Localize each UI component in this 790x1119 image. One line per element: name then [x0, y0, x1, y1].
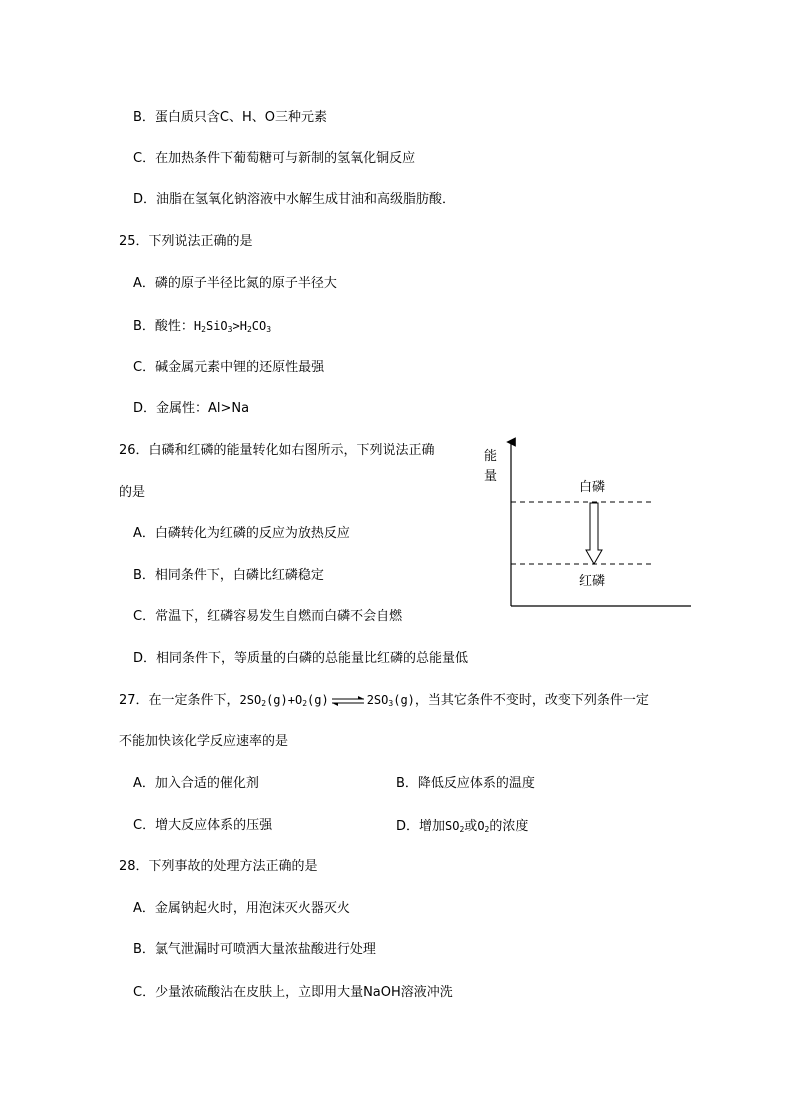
energy-transfer-arrow	[586, 503, 602, 564]
q26-option-b: B．相同条件下，白磷比红磷稳定	[133, 568, 324, 583]
reactants: $2SO_2(g)+O_2(g)$	[239, 693, 329, 708]
q25-option-d: D．金属性：Al>Na	[133, 401, 250, 416]
q25-option-a: A．磷的原子半径比氮的原子半径大	[133, 276, 337, 291]
products: $2SO_3(g)$	[366, 693, 415, 708]
q26-option-c: C．常温下，红磷容易发生自燃而白磷不会自燃	[133, 609, 403, 624]
q25-option-b: B．酸性：$H_2SiO_3>H_2CO_3$	[133, 319, 272, 334]
q24-option-c: C．在加热条件下葡萄糖可与新制的氢氧化铜反应	[133, 151, 416, 166]
q28-stem: 28．下列事故的处理方法正确的是	[119, 859, 318, 874]
q27-option-b: B．降低反应体系的温度	[396, 776, 535, 791]
red-phosphorus-label: 红磷	[579, 574, 606, 589]
q27-option-c: C．增大反应体系的压强	[133, 818, 273, 833]
q27-option-a: A．加入合适的催化剂	[133, 776, 259, 791]
q24-option-d: D．油脂在氢氧化钠溶液中水解生成甘油和高级脂肪酸．	[133, 192, 456, 207]
q26-option-a: A．白磷转化为红磷的反应为放热反应	[133, 526, 350, 541]
q28-option-c: C．少量浓硫酸沾在皮肤上，立即用大量NaOH溶液冲洗	[133, 985, 453, 1000]
white-phosphorus-label: 白磷	[579, 480, 606, 495]
q24-option-b: B．蛋白质只含C、H、O三种元素	[133, 110, 328, 125]
y-axis-label-1: 能	[484, 449, 498, 464]
q27-stem-line2: 不能加快该化学反应速率的是	[119, 734, 289, 749]
energy-diagram	[468, 432, 698, 616]
q27-option-d: D．增加$SO_2$或$O_2$的浓度	[396, 819, 529, 834]
q25-option-c: C．碱金属元素中锂的还原性最强	[133, 360, 325, 375]
q26-option-d: D．相同条件下，等质量的白磷的总能量比红磷的总能量低	[133, 651, 469, 666]
q26-stem-line2: 的是	[119, 485, 146, 500]
q28-option-a: A．金属钠起火时，用泡沫灭火器灭火	[133, 901, 350, 916]
equilibrium-arrow	[331, 696, 365, 706]
q25-stem: 25．下列说法正确的是	[119, 234, 253, 249]
y-axis-label-2: 量	[484, 469, 498, 484]
q26-stem-line1: 26．白磷和红磷的能量转化如右图所示，下列说法正确	[119, 443, 435, 458]
q27-stem-line1: 27．在一定条件下，$2SO_2(g)+O_2(g)$ $2SO_3(g)$，当其它条件不变时，改变下列条件一定	[119, 693, 649, 708]
q28-option-b: B．氯气泄漏时可喷洒大量浓盐酸进行处理	[133, 942, 376, 957]
formula-h2sio3: $H_2SiO_3>H_2CO_3$	[193, 319, 272, 334]
